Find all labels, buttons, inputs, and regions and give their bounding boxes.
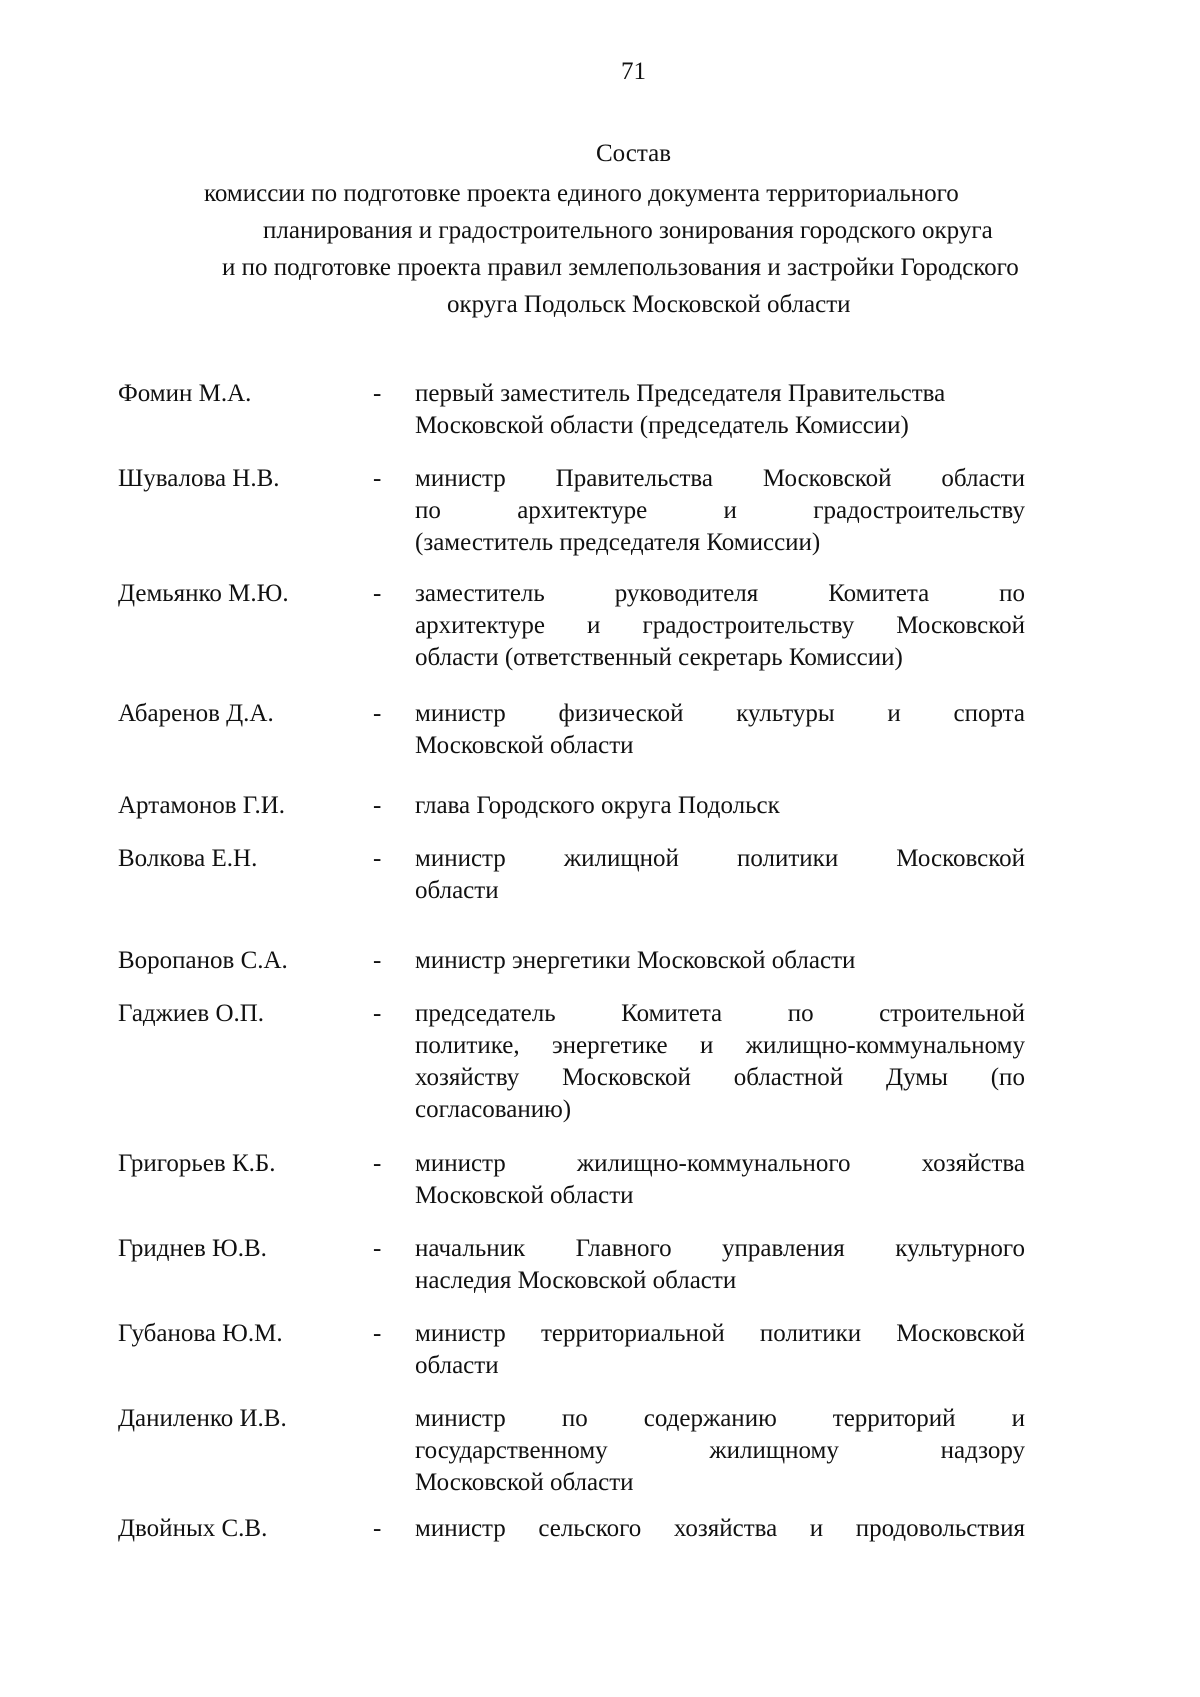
member-name: Воропанов С.А. <box>118 947 288 974</box>
member-name: Губанова Ю.М. <box>118 1320 283 1347</box>
member-dash: - <box>373 1515 382 1542</box>
member-dash: - <box>373 1000 382 1027</box>
member-dash: - <box>373 1150 382 1177</box>
member-role-line: области (ответственный секретарь Комиссии) <box>415 644 903 671</box>
member-dash <box>373 1403 415 1499</box>
member-name: Артамонов Г.И. <box>118 792 285 819</box>
member-role-line: министр жилищно-коммунального хозяйства <box>415 1150 1025 1177</box>
member-dash: - <box>373 700 382 727</box>
member-role-line: министр Правительства Московской области <box>415 465 1025 492</box>
member-role-line: глава Городского округа Подольск <box>415 792 780 819</box>
member-row <box>118 1148 1025 1212</box>
member-name: Гаджиев О.П. <box>118 1000 265 1027</box>
member-row <box>118 698 1025 762</box>
member-dash: - <box>373 465 382 492</box>
page-number: 71 <box>621 58 646 85</box>
member-role-line: архитектуре и градостроительству Московской <box>415 612 1025 639</box>
member-row <box>118 790 1025 822</box>
member-row <box>118 998 1025 1126</box>
member-role-line: министр по содержанию территорий и <box>415 1405 1025 1432</box>
member-dash: - <box>373 380 382 407</box>
member-role-line: согласованию) <box>415 1096 572 1123</box>
member-role-line: министр территориальной политики Московской <box>415 1320 1025 1347</box>
member-role-line: области <box>415 1352 499 1379</box>
member-name: Абаренов Д.А. <box>118 700 274 727</box>
subtitle-line: планирования и градостроительного зонирования городского округа <box>263 217 993 244</box>
member-role-line: первый заместитель Председателя Правительства <box>415 380 946 407</box>
member-role-line: по архитектуре и градостроительству <box>415 497 1025 524</box>
member-role <box>415 843 1025 907</box>
member-role <box>415 790 1025 822</box>
member-dash: - <box>373 947 382 974</box>
member-name: Двойных С.В. <box>118 1515 268 1542</box>
member-row <box>118 378 1025 442</box>
member-role-line: Московской области <box>415 1182 634 1209</box>
member-name: Даниленко И.В. <box>118 1405 287 1432</box>
member-role-line: заместитель руководителя Комитета по <box>415 580 1025 607</box>
member-role-line: Московской области (председатель Комиссии) <box>415 412 909 439</box>
member-row <box>118 1513 1025 1545</box>
member-role <box>415 578 1025 674</box>
member-dash: - <box>373 1320 382 1347</box>
member-role <box>415 463 1025 559</box>
member-role-line: (заместитель председателя Комиссии) <box>415 529 821 556</box>
member-name: Демьянко М.Ю. <box>118 580 289 607</box>
member-role-line: наследия Московской области <box>415 1267 737 1294</box>
member-dash: - <box>373 845 382 872</box>
member-dash: - <box>373 792 382 819</box>
member-dash: - <box>373 1235 382 1262</box>
document-title: Состав <box>595 140 672 167</box>
member-role <box>415 698 1025 762</box>
member-role <box>415 378 1025 442</box>
member-role-line: Московской области <box>415 1469 634 1496</box>
member-dash: - <box>373 580 382 607</box>
member-role <box>415 1403 1025 1499</box>
member-role <box>415 998 1025 1126</box>
member-role <box>415 945 1025 977</box>
member-role-line: министр сельского хозяйства и продовольствия <box>415 1515 1025 1542</box>
member-row <box>118 843 1025 907</box>
member-row <box>118 578 1025 674</box>
member-role-line: председатель Комитета по строительной <box>415 1000 1025 1027</box>
subtitle-line: округа Подольск Московской области <box>447 291 851 318</box>
member-role-line: Московской области <box>415 732 634 759</box>
member-name: Шувалова Н.В. <box>118 465 280 492</box>
member-name: Гриднев Ю.В. <box>118 1235 267 1262</box>
member-row <box>118 1233 1025 1297</box>
member-name: Григорьев К.Б. <box>118 1150 276 1177</box>
member-role-line: области <box>415 877 499 904</box>
member-role-line: политике, энергетике и жилищно-коммунальному <box>415 1032 1025 1059</box>
subtitle-line: комиссии по подготовке проекта единого документа территориального <box>204 180 959 207</box>
member-role-line: министр жилищной политики Московской <box>415 845 1025 872</box>
member-role-line: хозяйству Московской областной Думы (по <box>415 1064 1025 1091</box>
member-role <box>415 1233 1025 1297</box>
member-row <box>118 945 1025 977</box>
member-role <box>415 1148 1025 1212</box>
member-row <box>118 1403 1025 1499</box>
member-role-line: министр физической культуры и спорта <box>415 700 1025 727</box>
member-name: Волкова Е.Н. <box>118 845 258 872</box>
member-name: Фомин М.А. <box>118 380 252 407</box>
member-role-line: государственному жилищному надзору <box>415 1437 1025 1464</box>
member-role <box>415 1318 1025 1382</box>
member-role-line: министр энергетики Московской области <box>415 947 856 974</box>
member-role-line: начальник Главного управления культурного <box>415 1235 1025 1262</box>
subtitle-line: и по подготовке проекта правил землепользования и застройки Городского <box>222 254 1019 281</box>
member-role <box>415 1513 1025 1545</box>
member-row <box>118 463 1025 559</box>
member-row <box>118 1318 1025 1382</box>
